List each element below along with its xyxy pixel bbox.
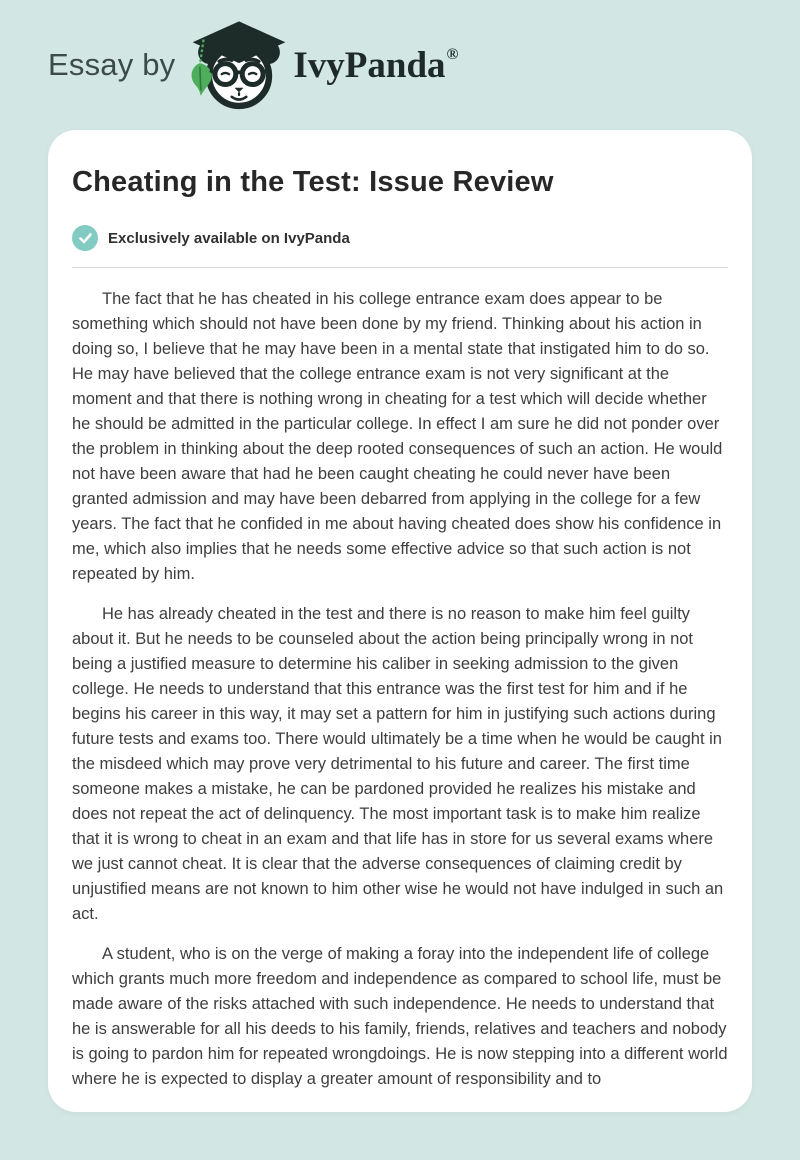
brand-name <box>293 44 459 86</box>
essay-paragraph-3: A student, who is on the verge of making a foray into the independent life of college which grants much more freedom and independence as compared to school life, must be made aware of the risks attached with such independence. He needs to understand that he is answerable for all his deeds to his family, friends, relatives and teachers and nobody is going to pardon him for repeated wrongdoings. He is now stepping into a different world where he is expected to display a greater amount of responsibility and to <box>72 945 728 1088</box>
exclusive-badge-text: Exclusively available on IvyPanda <box>108 229 350 247</box>
panda-graduate-icon <box>189 19 289 111</box>
exclusive-badge <box>72 225 728 251</box>
registered-mark: ® <box>446 45 459 63</box>
ivypanda-logo[interactable] <box>189 19 458 111</box>
brand-wordmark: IvyPanda <box>293 44 446 86</box>
essay-card <box>48 130 752 1112</box>
page-title: Cheating in the Test: Issue Review <box>72 166 554 198</box>
essay-body <box>72 287 728 1092</box>
site-header <box>0 0 800 130</box>
essay-paragraph-1: The fact that he has cheated in his college entrance exam does appear to be something which should not have been done by my friend. Thinking about his action in doing so, I believe that he may have been in a mental state that instigated him to do so. He may have believed that the college entrance exam is not very significant at the moment and that there is nothing wrong in cheating for a test which will decide whether he should be admitted in the particular college. In effect I am sure he did not ponder over the problem in thinking about the deep rooted consequences of such an action. He would not have been aware that had he been caught cheating he could never have been granted admission and may have been debarred from applying in the college for a few years. The fact that he confided in me about having cheated does show his confidence in me, which also implies that he needs some effective advice so that such action is not repeated by him. <box>72 290 723 583</box>
check-icon <box>72 225 98 251</box>
essay-paragraph-2: He has already cheated in the test and there is no reason to make him feel guilty about it. But he needs to be counseled about the action being principally wrong in not being a justified measure to determine his caliber in seeking admission to the given college. He needs to understand that this entrance was the first test for him and if he begins his career in this way, it may set a pattern for him in justifying such actions during future tests and exams too. There would ultimately be a time when he would be caught in the misdeed which may prove very detrimental to his future and career. The first time someone makes a mistake, he can be pardoned provided he realizes his mistake and does not repeat the act of delinquency. The most important task is to make him realize that it is wrong to cheat in an exam and that life has in store for us several exams where we just cannot cheat. It is clear that the adverse consequences of claiming credit by unjustified means are not known to him other wise he would not have indulged in such an act. <box>72 605 724 923</box>
essay-by-label: Essay by <box>48 47 176 82</box>
divider <box>72 267 728 268</box>
